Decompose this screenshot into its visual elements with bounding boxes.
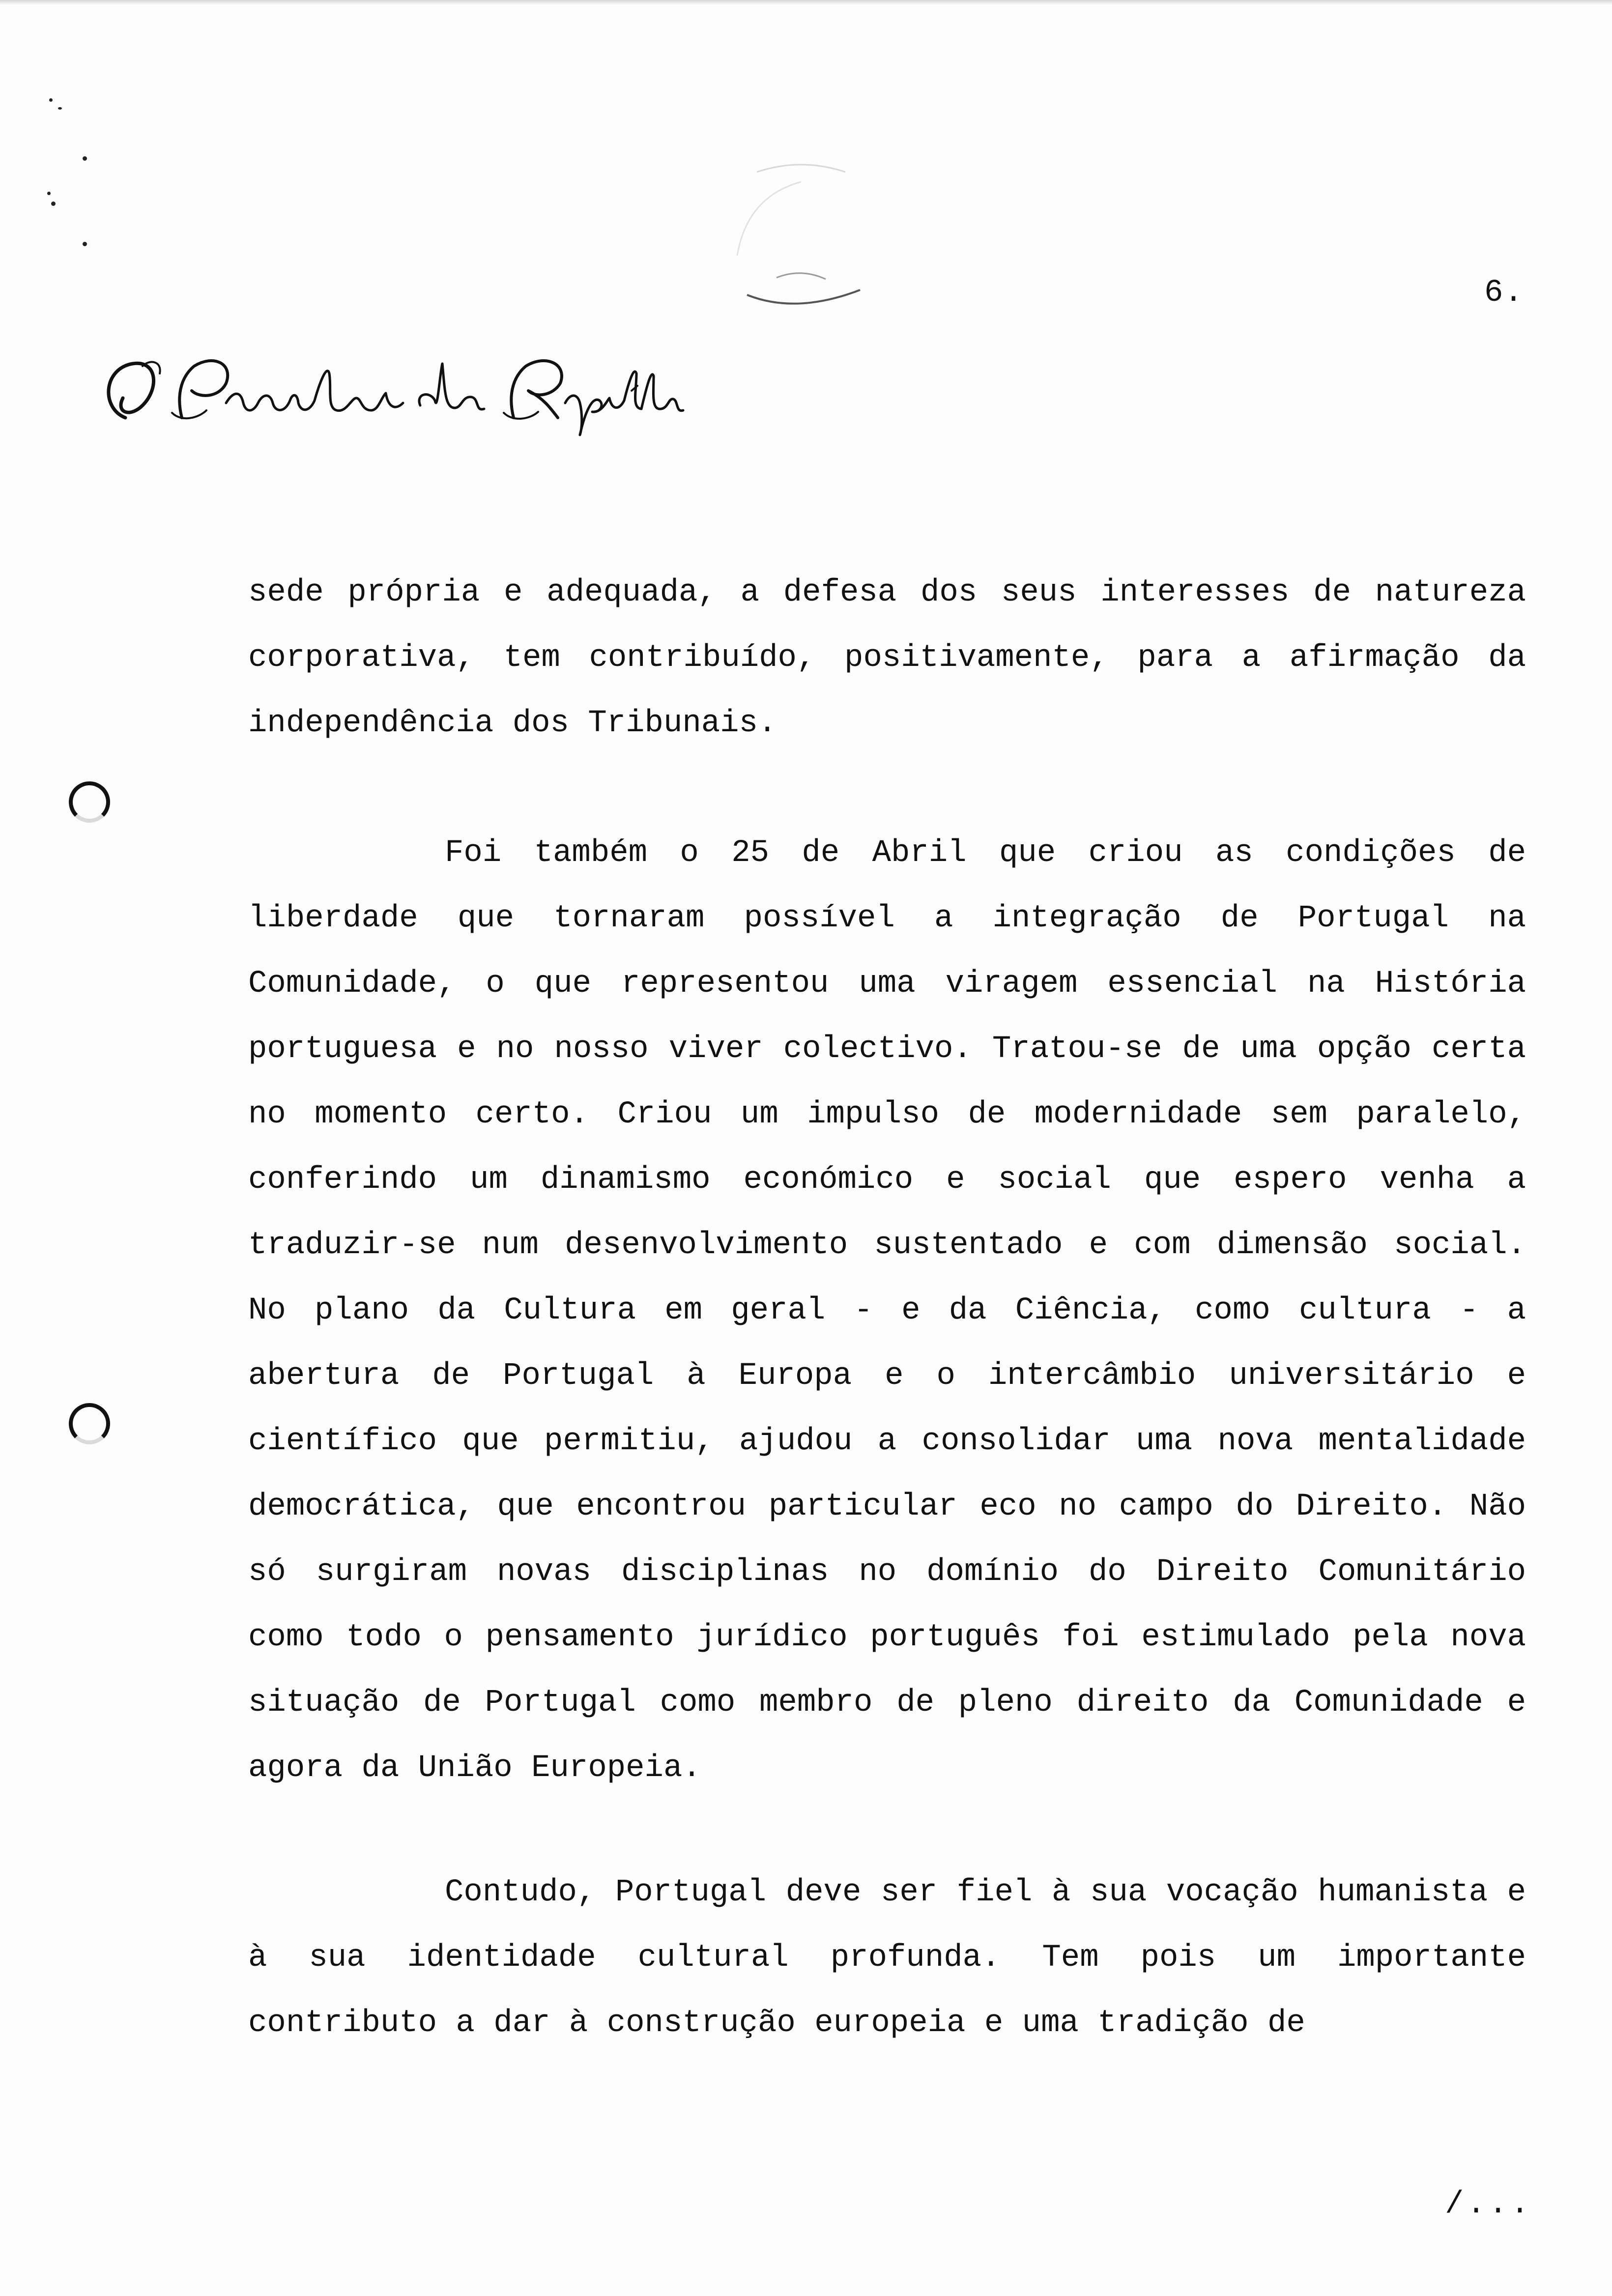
scan-speck — [83, 242, 87, 246]
scan-speck — [83, 156, 87, 161]
continuation-mark: /... — [1445, 2187, 1532, 2222]
paragraph-2: Foi também o 25 de Abril que criou as condições de liberdade que tornaram possível a integração de Portugal na Comunidade, o que representou uma viragem essencial na História portuguesa e no nosso viver colectivo. Tratou-se de uma opção certa no momento certo. Criou um impulso de modernidade sem paralelo, conferindo um dinamismo económico e social que espero venha a traduzir-se num desenvolvimento sustentado e com dimensão social. No plano da Cultura em geral - e da Ciência, como cultura - a abertura de Portugal à Europa e o intercâmbio universitário e científico que permitiu, ajudou a consolidar uma nova mentalidade democrática, que encontrou particular eco no campo do Direito. Não só surgiram novas disciplinas no domínio do Direito Comunitário como todo o pensamento jurídico português foi estimulado pela nova situação de Portugal como membro de pleno direito da Comunidade e agora da União Europeia. — [248, 835, 1526, 1786]
embossed-seal-mark — [727, 162, 875, 319]
scan-top-edge — [0, 0, 1612, 5]
scan-speck — [51, 201, 56, 206]
page-number: 6. — [1484, 275, 1524, 311]
scan-speck — [49, 98, 53, 102]
scan-speck — [58, 107, 62, 110]
paragraph-1: sede própria e adequada, a defesa dos seus interesses de natureza corporativa, tem contribuído, positivamente, para a afirmação da independência dos Tribunais. — [248, 575, 1526, 741]
punch-hole — [69, 781, 110, 823]
punch-hole — [69, 1403, 110, 1444]
letterhead-signature-logo — [96, 344, 686, 437]
paragraph-3: Contudo, Portugal deve ser fiel à sua vocação humanista e à sua identidade cultural profunda. Tem pois um importante contributo a dar à construção europeia e uma tradição de — [248, 1875, 1526, 2041]
scan-speck — [47, 192, 51, 195]
